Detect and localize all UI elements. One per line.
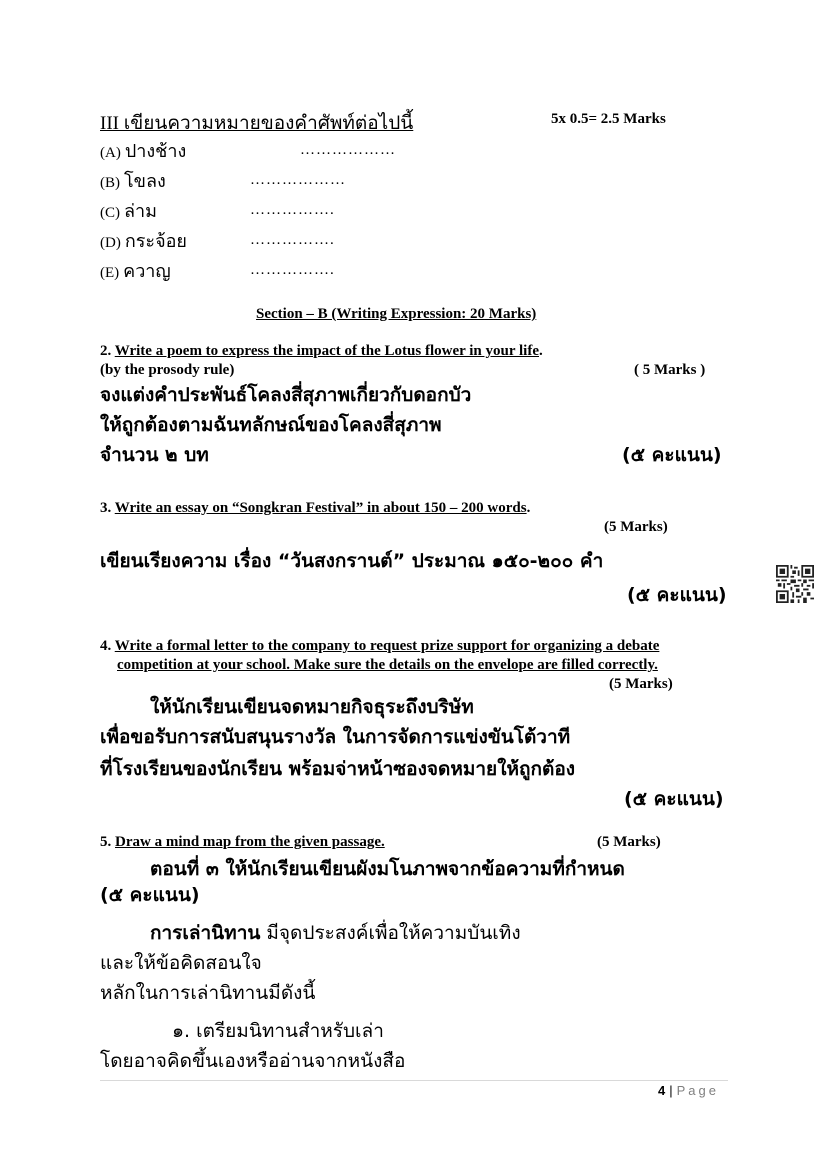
q5-passage-line4: ๑. เตรียมนิทานสำหรับเล่า (172, 1020, 384, 1042)
vocab-item-c (100, 196, 157, 225)
vocab-word: ควาญ (123, 261, 171, 282)
part3-heading-row (100, 108, 413, 138)
q5-passage-keyword: การเล่านิทาน (150, 922, 261, 944)
q2-thai-line2: ให้ถูกต้องตามฉันทลักษณ์ของโคลงสี่สุภาพ (100, 414, 442, 436)
q2-title: Write a poem to express the impact of the Lotus flower in your life (114, 343, 539, 359)
q3-thai-line1: เขียนเรียงความ เรื่อง “วันสงกรานต์” ประมาณ ๑๕๐-๒๐๐ คำ (100, 550, 604, 572)
q2-thai-line3: จำนวน ๒ บท (100, 444, 209, 466)
q3-title: Write an essay on “Songkran Festival” in about 150 – 200 words (114, 500, 527, 516)
q4-number: 4. (100, 638, 112, 654)
q5-passage-line1-text: มีจุดประสงค์เพื่อให้ความบันเทิง (260, 922, 521, 944)
q2-subtitle: (by the prosody rule) (100, 362, 235, 378)
q4-thai-line2: เพื่อขอรับการสนับสนุนรางวัล ในการจัดการแข่งขันโต้วาที (100, 726, 571, 748)
q2-number: 2. (100, 343, 112, 359)
vocab-letter: (D) (100, 235, 121, 251)
q4-title-line2: competition at your school. Make sure the details on the envelope are filled correctly. (117, 657, 658, 673)
part3-marks: 5x 0.5= 2.5 Marks (551, 111, 666, 127)
q3-period: . (526, 500, 531, 516)
vocab-answer-b: ……………… (250, 172, 346, 188)
vocab-word: โขลง (124, 171, 166, 192)
vocab-answer-e: ……………. (250, 262, 335, 278)
q4-thai-marks: (๕ คะแนน) (624, 788, 724, 810)
q5-number: 5. (100, 834, 112, 850)
q5-title-row (100, 834, 385, 851)
footer-divider (100, 1080, 728, 1081)
q4-thai-line1: ให้นักเรียนเขียนจดหมายกิจธุระถึงบริษัท (150, 696, 474, 718)
q5-passage-line1 (150, 918, 521, 948)
q5-thai-line1: ตอนที่ ๓ ให้นักเรียนเขียนผังมโนภาพจากข้อความที่กำหนด (150, 858, 625, 880)
q2-thai-line1: จงแต่งคำประพันธ์โคลงสี่สุภาพเกี่ยวกับดอกบัว (100, 384, 472, 406)
vocab-word: ล่าม (124, 201, 158, 222)
q5-title: Draw a mind map from the given passage. (115, 834, 385, 850)
q5-thai-line2: (๕ คะแนน) (100, 884, 200, 906)
q3-title-row (100, 500, 530, 517)
page-word: Page (676, 1083, 719, 1098)
q4-title-row1 (100, 638, 659, 655)
vocab-item-e (100, 256, 171, 285)
vocab-letter: (A) (100, 145, 121, 161)
part3-heading: III เขียนความหมายของคำศัพท์ต่อไปนี้ (100, 113, 414, 134)
page-number: 4 (658, 1083, 666, 1098)
vocab-answer-d: ……………. (250, 232, 335, 248)
q3-marks: (5 Marks) (604, 519, 668, 535)
q4-marks: (5 Marks) (609, 676, 673, 692)
q5-marks: (5 Marks) (597, 834, 661, 850)
q4-thai-line3: ที่โรงเรียนของนักเรียน พร้อมจ่าหน้าซองจดหมายให้ถูกต้อง (100, 758, 576, 780)
vocab-word: ปางช้าง (124, 141, 187, 162)
page-footer (658, 1083, 719, 1098)
q2-thai-marks: (๕ คะแนน) (622, 444, 722, 466)
vocab-letter: (C) (100, 205, 120, 221)
vocab-item-a (100, 136, 186, 165)
q2-marks: ( 5 Marks ) (634, 362, 706, 378)
vocab-item-b (100, 166, 166, 195)
q5-passage-line2: และให้ข้อคิดสอนใจ (100, 952, 262, 974)
q5-passage-line5: โดยอาจคิดขึ้นเองหรืออ่านจากหนังสือ (100, 1050, 406, 1072)
q3-number: 3. (100, 500, 112, 516)
q3-thai-marks: (๕ คะแนน) (627, 584, 727, 606)
section-b-heading: Section – B (Writing Expression: 20 Marks) (256, 306, 537, 322)
q4-title-line1: Write a formal letter to the company to request prize support for organizing a debate (114, 638, 660, 654)
page-separator: | (669, 1083, 673, 1098)
q5-passage-line3: หลักในการเล่านิทานมีดังนี้ (100, 982, 316, 1004)
vocab-word: กระจ้อย (124, 231, 187, 252)
vocab-letter: (E) (100, 265, 120, 281)
vocab-letter: (B) (100, 175, 120, 191)
vocab-answer-a: ……………… (300, 142, 396, 158)
vocab-answer-c: ……………. (250, 202, 335, 218)
qr-code-icon (776, 565, 814, 603)
q2-title-row (100, 343, 543, 360)
vocab-item-d (100, 226, 187, 255)
q2-period: . (539, 343, 543, 359)
